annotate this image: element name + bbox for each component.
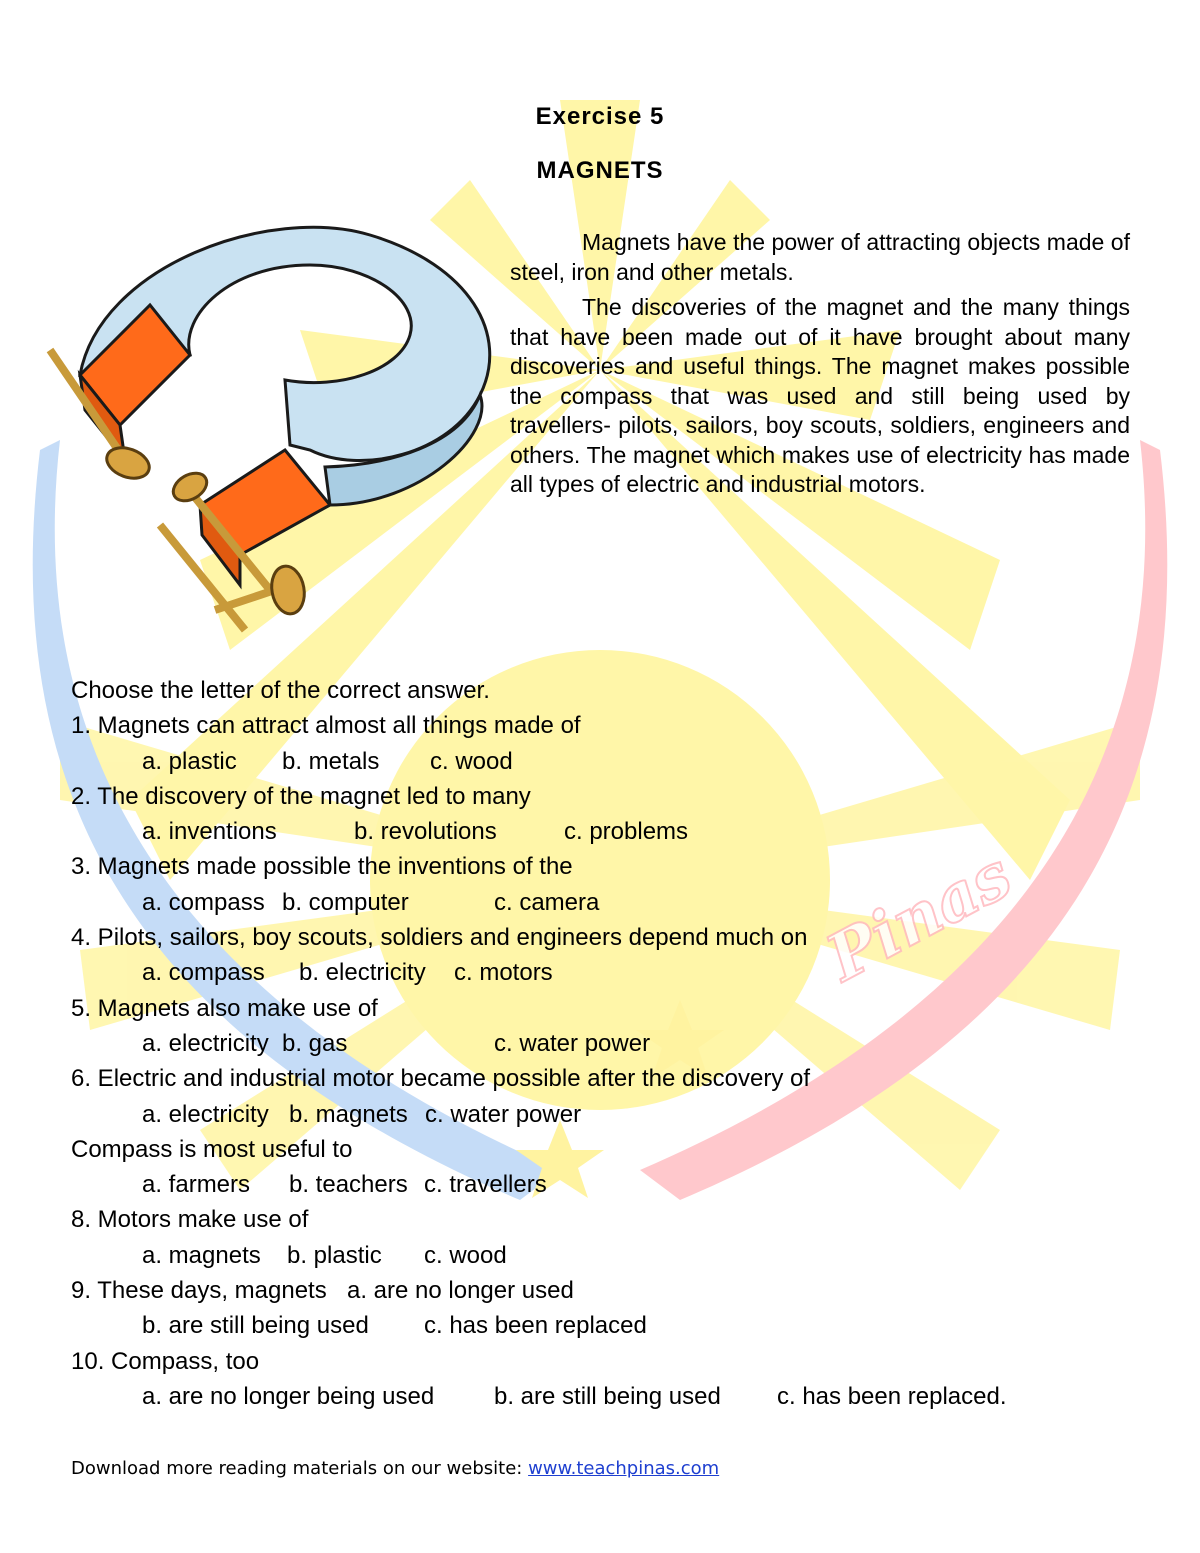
option-c: c. problems <box>564 818 689 846</box>
option-a: a. electricity <box>142 1100 269 1128</box>
option-a: a. are no longer being used <box>142 1382 435 1410</box>
option-b: b. are still being used <box>142 1312 369 1340</box>
option-a: a. farmers <box>142 1171 251 1199</box>
passage-paragraph-1: Magnets have the power of attracting objects made of steel, iron and other metals. <box>510 229 1130 285</box>
option-b: b. magnets <box>289 1100 408 1128</box>
question-stem: 5. Magnets also make use of <box>71 994 378 1022</box>
question-stem: 1. Magnets can attract almost all things made of <box>71 712 581 740</box>
option-b: b. metals <box>282 747 380 775</box>
option-c: c. camera <box>494 888 600 916</box>
option-c: c. water power <box>425 1100 582 1128</box>
quiz-instruction: Choose the letter of the correct answer. <box>71 677 490 704</box>
option-c: c. wood <box>424 1241 507 1269</box>
question-stem: 4. Pilots, sailors, boy scouts, soldiers and engineers depend much on <box>71 924 808 952</box>
passage-paragraph-2: The discoveries of the magnet and the many things that have been made out of it have brought about many discoveries and useful things. The magnet makes possible the compass that was used and still being used by travellers- pilots, sailors, boy scouts, soldiers, engineers and others. The magnet which makes use of electricity has made all types of electric and industrial motors. <box>510 294 1130 497</box>
option-b: b. are still being used <box>494 1382 721 1410</box>
option-c: c. travellers <box>424 1171 547 1199</box>
question-stem: 10. Compass, too <box>71 1347 260 1375</box>
question-stem: 6. Electric and industrial motor became possible after the discovery of <box>71 1065 811 1093</box>
page-title: MAGNETS <box>536 157 664 184</box>
option-c: c. has been replaced. <box>777 1382 1007 1410</box>
option-b: b. revolutions <box>354 818 497 846</box>
question-stem: 9. These days, magnets <box>71 1277 327 1305</box>
option-a: a. electricity <box>142 1029 269 1057</box>
option-b: b. plastic <box>287 1241 382 1269</box>
magnet-illustration <box>40 205 510 645</box>
option-c: c. has been replaced <box>424 1312 647 1340</box>
question-stem: 2. The discovery of the magnet led to many <box>71 782 531 810</box>
option-b: b. computer <box>282 888 409 916</box>
watermark-text: Pinas <box>815 837 1024 997</box>
question-stem: 8. Motors make use of <box>71 1206 309 1234</box>
question-stem: 3. Magnets made possible the inventions of the <box>71 853 573 881</box>
option-a: a. are no longer used <box>347 1277 574 1305</box>
option-c: c. motors <box>454 959 553 987</box>
option-a: a. magnets <box>142 1241 261 1269</box>
option-c: c. wood <box>430 747 513 775</box>
footer-text: Download more reading materials on our website: <box>71 1458 529 1479</box>
option-a: a. inventions <box>142 818 277 846</box>
exercise-number: Exercise 5 <box>535 103 665 130</box>
option-b: b. teachers <box>289 1171 408 1199</box>
question-stem: Compass is most useful to <box>71 1135 353 1163</box>
option-a: a. compass <box>142 888 265 916</box>
option-b: b. electricity <box>299 959 426 987</box>
option-a: a. plastic <box>142 747 237 775</box>
option-c: c. water power <box>494 1029 651 1057</box>
option-a: a. compass <box>142 959 265 987</box>
option-b: b. gas <box>282 1029 348 1057</box>
website-link[interactable]: www.teachpinas.com <box>528 1458 720 1479</box>
